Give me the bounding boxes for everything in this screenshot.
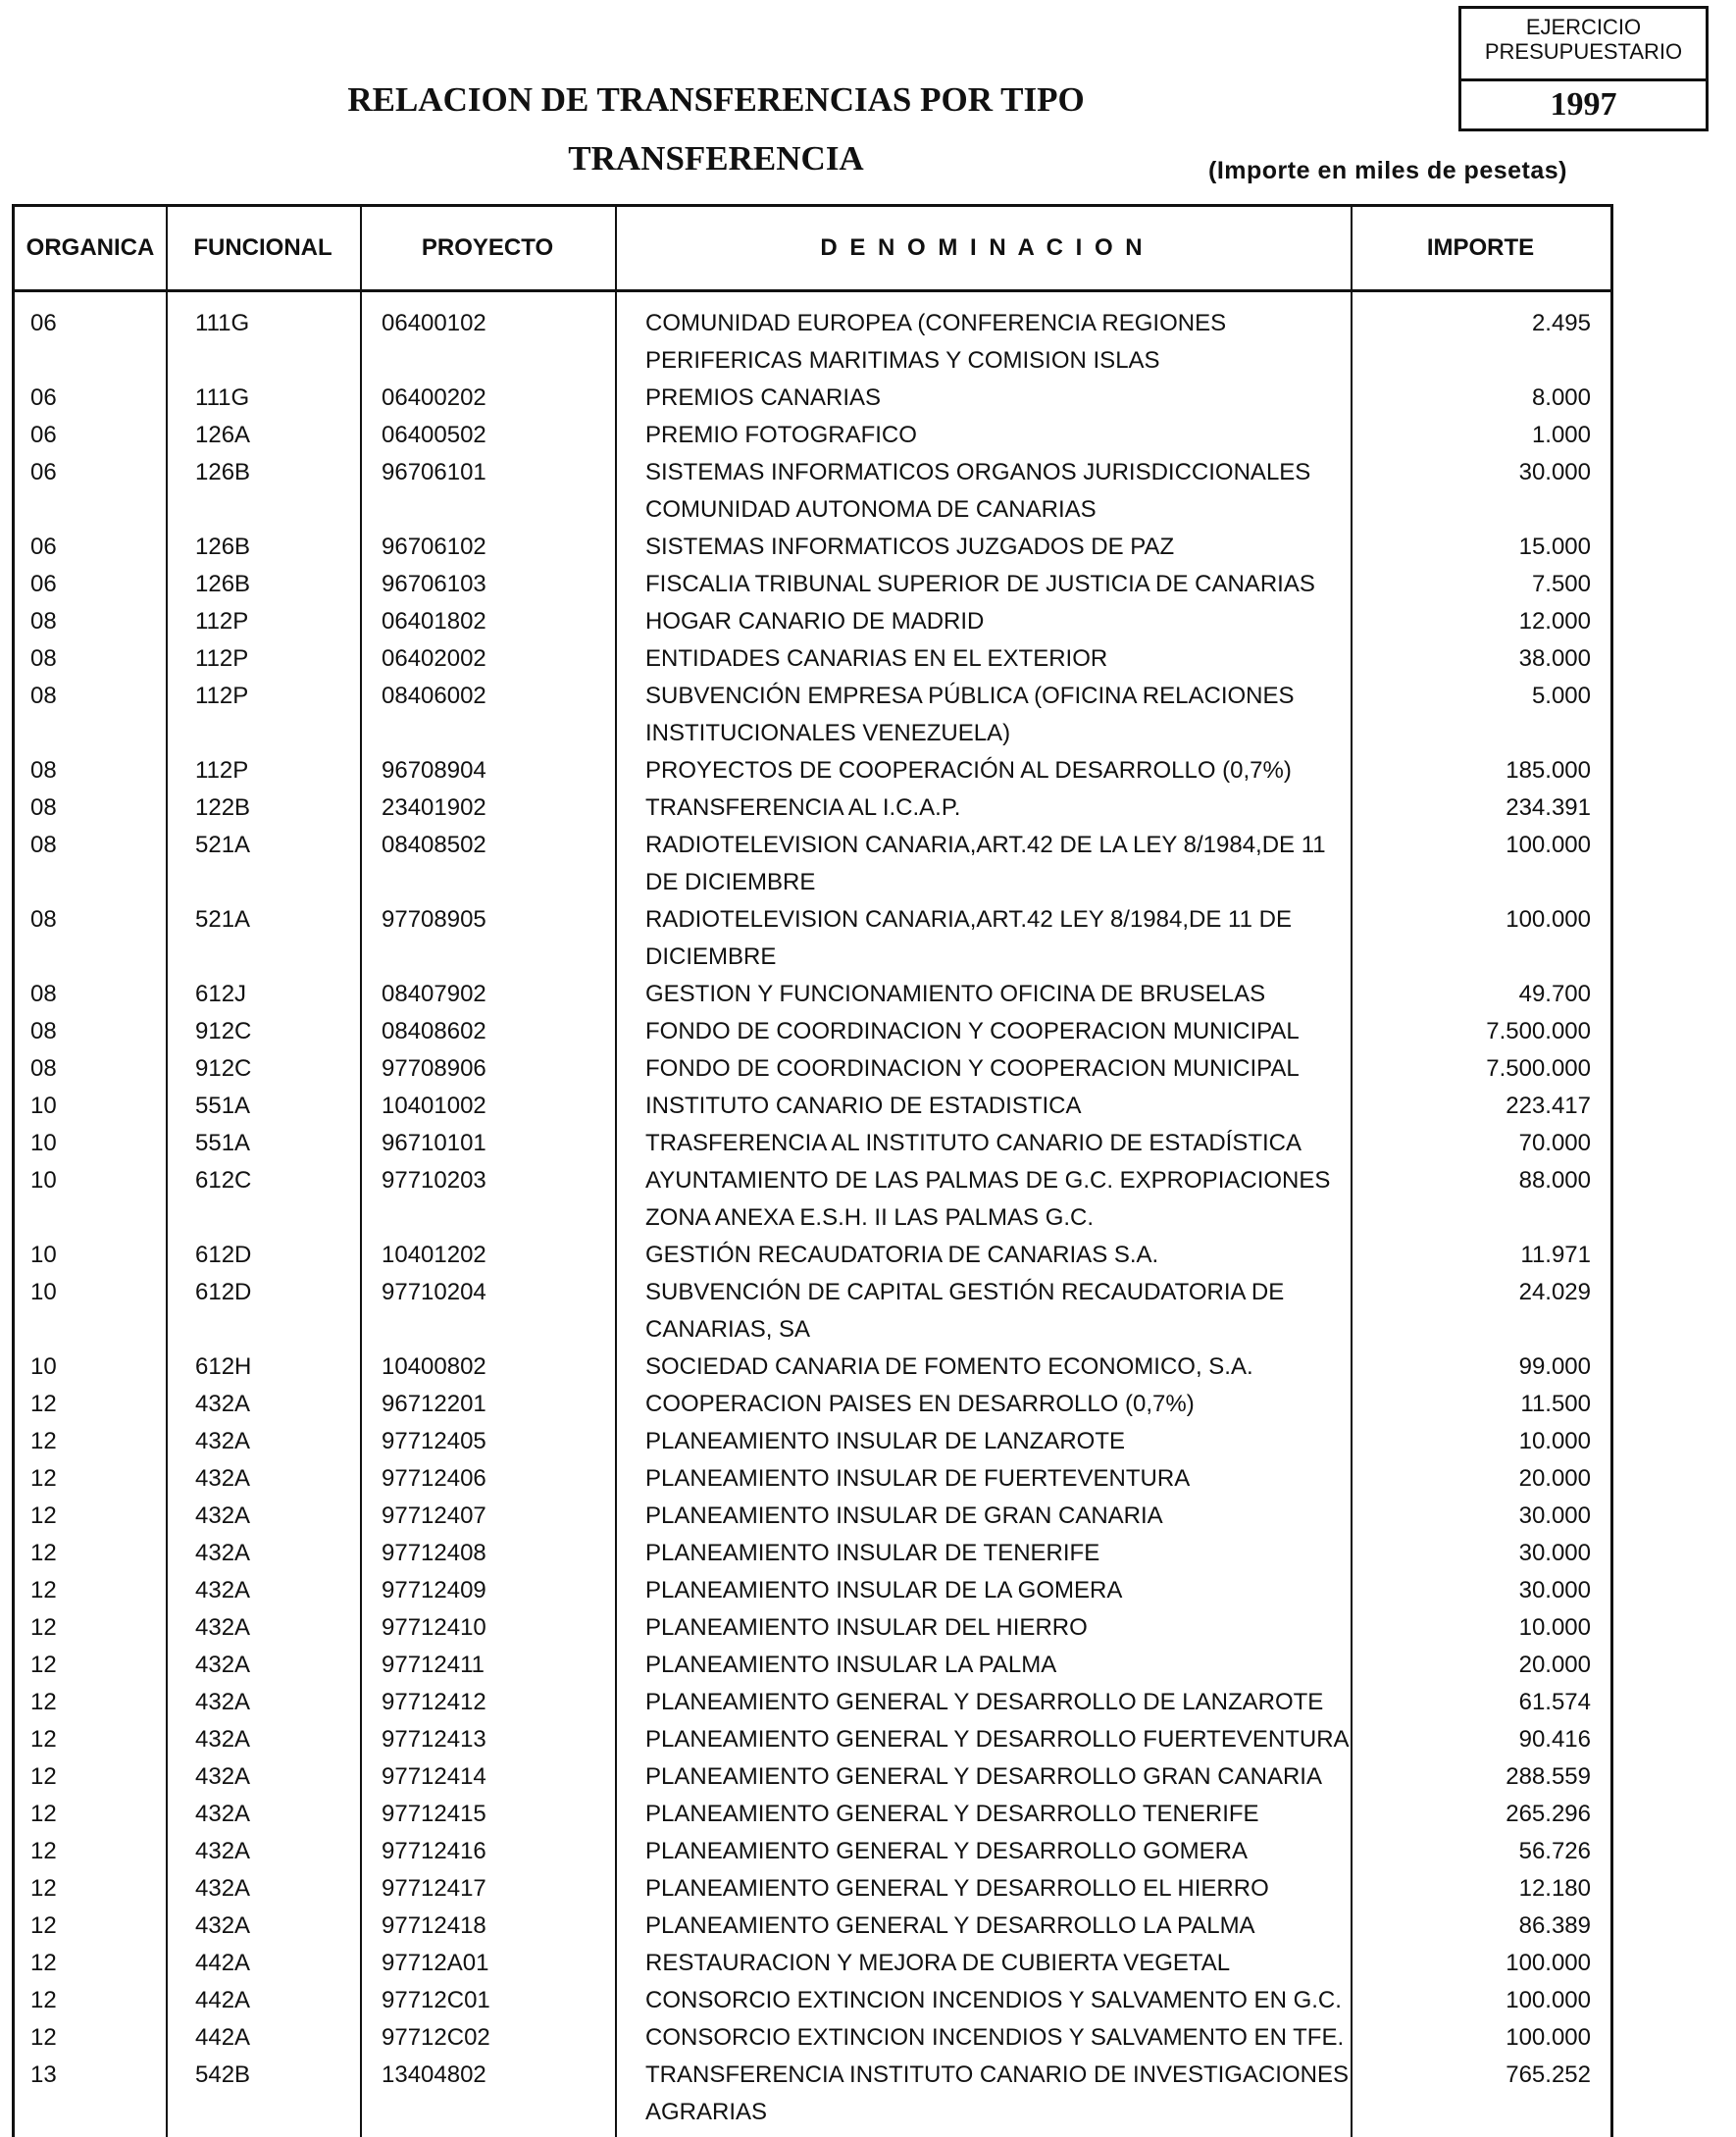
cell-organica: 10: [30, 1242, 57, 1268]
cell-importe: 765.252: [1506, 2061, 1591, 2088]
table-row: [15, 1945, 1610, 1982]
table-row: [15, 827, 1610, 901]
cell-organica: 10: [30, 1167, 57, 1194]
table-row: [15, 976, 1610, 1013]
table-row: [15, 1684, 1610, 1721]
cell-funcional: 112P: [195, 645, 249, 672]
cell-funcional: 912C: [195, 1018, 252, 1044]
table-row: [15, 1758, 1610, 1796]
cell-proyecto: 97712405: [382, 1428, 486, 1454]
cell-denominacion: HOGAR CANARIO DE MADRID: [645, 608, 985, 635]
cell-funcional: 432A: [195, 1912, 251, 1939]
cell-proyecto: 10401002: [382, 1093, 486, 1119]
table-row: [15, 1609, 1610, 1647]
cell-denominacion: PLANEAMIENTO GENERAL Y DESARROLLO EL HIERRO: [645, 1875, 1269, 1902]
cell-proyecto: 10400802: [382, 1353, 486, 1380]
cell-denominacion: PLANEAMIENTO GENERAL Y DESARROLLO GOMERA: [645, 1838, 1248, 1864]
cell-importe: 12.000: [1518, 608, 1591, 635]
cell-proyecto: 97712418: [382, 1912, 486, 1939]
cell-organica: 10: [30, 1093, 57, 1119]
cell-proyecto: 97712412: [382, 1689, 486, 1715]
cell-organica: 08: [30, 981, 57, 1007]
cell-proyecto: 08406002: [382, 683, 486, 709]
cell-organica: 08: [30, 1055, 57, 1082]
table-row: [15, 1274, 1610, 1348]
report-title: RELACION DE TRANSFERENCIAS POR TIPO: [347, 80, 1085, 119]
cell-denominacion: CONSORCIO EXTINCION INCENDIOS Y SALVAMENTO EN G.C.: [645, 1987, 1342, 2013]
cell-proyecto: 06400202: [382, 384, 486, 411]
cell-organica: 08: [30, 757, 57, 784]
table-row: [15, 603, 1610, 640]
cell-organica: 12: [30, 1726, 57, 1753]
cell-importe: 15.000: [1518, 534, 1591, 560]
cell-organica: 12: [30, 1614, 57, 1641]
cell-organica: 12: [30, 1838, 57, 1864]
cell-importe: 30.000: [1518, 1502, 1591, 1529]
cell-importe: 20.000: [1518, 1465, 1591, 1492]
table-row: [15, 1460, 1610, 1498]
cell-denominacion: RADIOTELEVISION CANARIA,ART.42 DE LA LEY 8/1984,DE 11 DE DICIEMBRE: [645, 832, 1326, 895]
cell-denominacion: FONDO DE COORDINACION Y COOPERACION MUNICIPAL: [645, 1018, 1300, 1044]
table-row: [15, 2019, 1610, 2057]
cell-funcional: 112P: [195, 683, 249, 709]
table-row: [15, 417, 1610, 454]
cell-funcional: 521A: [195, 832, 251, 858]
table-row: [15, 1908, 1610, 1945]
cell-denominacion: FONDO DE COORDINACION Y COOPERACION MUNICIPAL: [645, 1055, 1300, 1082]
cell-importe: 234.391: [1506, 794, 1591, 821]
cell-importe: 7.500: [1531, 571, 1591, 597]
cell-organica: 12: [30, 2024, 57, 2051]
cell-denominacion: SISTEMAS INFORMATICOS JUZGADOS DE PAZ: [645, 534, 1175, 560]
cell-importe: 88.000: [1518, 1167, 1591, 1194]
cell-denominacion: FISCALIA TRIBUNAL SUPERIOR DE JUSTICIA DE CANARIAS: [645, 571, 1315, 597]
cell-importe: 70.000: [1518, 1130, 1591, 1156]
cell-organica: 10: [30, 1130, 57, 1156]
cell-proyecto: 97712C02: [382, 2024, 490, 2051]
cell-organica: 06: [30, 534, 57, 560]
cell-proyecto: 97712C01: [382, 1987, 490, 2013]
transfers-table: [12, 204, 1613, 2137]
cell-funcional: 432A: [195, 1801, 251, 1827]
cell-funcional: 432A: [195, 1763, 251, 1790]
cell-denominacion: PREMIO FOTOGRAFICO: [645, 422, 917, 448]
cell-funcional: 432A: [195, 1726, 251, 1753]
cell-funcional: 111G: [195, 310, 250, 336]
cell-importe: 99.000: [1518, 1353, 1591, 1380]
cell-importe: 100.000: [1506, 1950, 1591, 1976]
table-row: [15, 1013, 1610, 1050]
cell-funcional: 551A: [195, 1130, 251, 1156]
cell-importe: 100.000: [1506, 2024, 1591, 2051]
cell-funcional: 442A: [195, 1987, 251, 2013]
cell-denominacion: PLANEAMIENTO INSULAR DE LA GOMERA: [645, 1577, 1123, 1603]
cell-proyecto: 96706102: [382, 534, 486, 560]
cell-denominacion: PLANEAMIENTO INSULAR DE GRAN CANARIA: [645, 1502, 1163, 1529]
cell-funcional: 432A: [195, 1577, 251, 1603]
table-row: [15, 1088, 1610, 1125]
cell-importe: 30.000: [1518, 459, 1591, 485]
cell-proyecto: 08408602: [382, 1018, 486, 1044]
cell-funcional: 442A: [195, 1950, 251, 1976]
cell-organica: 12: [30, 1652, 57, 1678]
cell-denominacion: PLANEAMIENTO GENERAL Y DESARROLLO LA PALMA: [645, 1912, 1255, 1939]
header-proyecto: PROYECTO: [421, 234, 554, 261]
cell-funcional: 612D: [195, 1242, 252, 1268]
cell-organica: 12: [30, 1763, 57, 1790]
cell-denominacion: PLANEAMIENTO INSULAR DEL HIERRO: [645, 1614, 1088, 1641]
cell-denominacion: PREMIOS CANARIAS: [645, 384, 882, 411]
cell-proyecto: 06400102: [382, 310, 486, 336]
cell-proyecto: 97712416: [382, 1838, 486, 1864]
cell-denominacion: SUBVENCIÓN EMPRESA PÚBLICA (OFICINA RELACIONES INSTITUCIONALES VENEZUELA): [645, 683, 1295, 746]
cell-denominacion: PLANEAMIENTO INSULAR DE FUERTEVENTURA: [645, 1465, 1191, 1492]
cell-denominacion: PLANEAMIENTO INSULAR LA PALMA: [645, 1652, 1057, 1678]
table-row: [15, 789, 1610, 827]
table-row: [15, 640, 1610, 678]
header-denominacion: D E N O M I N A C I O N: [820, 234, 1146, 261]
cell-funcional: 432A: [195, 1391, 251, 1417]
cell-importe: 2.495: [1531, 310, 1591, 336]
table-row: [15, 1982, 1610, 2019]
ejercicio-box: [1458, 6, 1709, 131]
cell-organica: 06: [30, 384, 57, 411]
cell-funcional: 612D: [195, 1279, 252, 1305]
cell-proyecto: 06401802: [382, 608, 486, 635]
cell-importe: 86.389: [1518, 1912, 1591, 1939]
cell-organica: 08: [30, 1018, 57, 1044]
table-row: [15, 1348, 1610, 1386]
ejercicio-year: 1997: [1550, 86, 1617, 123]
cell-proyecto: 96706103: [382, 571, 486, 597]
cell-proyecto: 08408502: [382, 832, 486, 858]
cell-organica: 12: [30, 1428, 57, 1454]
cell-importe: 49.700: [1518, 981, 1591, 1007]
cell-proyecto: 97712414: [382, 1763, 486, 1790]
cell-denominacion: PLANEAMIENTO INSULAR DE LANZAROTE: [645, 1428, 1125, 1454]
cell-funcional: 126A: [195, 422, 251, 448]
cell-denominacion: PLANEAMIENTO GENERAL Y DESARROLLO TENERIFE: [645, 1801, 1259, 1827]
table-row: [15, 901, 1610, 976]
cell-organica: 12: [30, 1987, 57, 2013]
cell-importe: 288.559: [1506, 1763, 1591, 1790]
cell-proyecto: 97712413: [382, 1726, 486, 1753]
cell-denominacion: COMUNIDAD EUROPEA (CONFERENCIA REGIONES PERIFERICAS MARITIMAS Y COMISION ISLAS: [645, 310, 1227, 374]
cell-organica: 08: [30, 794, 57, 821]
cell-funcional: 521A: [195, 906, 251, 933]
cell-funcional: 112P: [195, 757, 249, 784]
header-organica: ORGANICA: [26, 234, 155, 261]
table-row: [15, 1125, 1610, 1162]
cell-organica: 06: [30, 422, 57, 448]
cell-denominacion: INSTITUTO CANARIO DE ESTADISTICA: [645, 1093, 1082, 1119]
cell-denominacion: GESTIÓN RECAUDATORIA DE CANARIAS S.A.: [645, 1242, 1159, 1268]
cell-funcional: 112P: [195, 608, 249, 635]
cell-importe: 223.417: [1506, 1093, 1591, 1119]
cell-denominacion: PLANEAMIENTO INSULAR DE TENERIFE: [645, 1540, 1100, 1566]
ejercicio-label-line1: EJERCICIO: [1525, 15, 1642, 39]
table-row: [15, 1162, 1610, 1237]
cell-organica: 13: [30, 2061, 57, 2088]
cell-funcional: 126B: [195, 459, 251, 485]
table-row: [15, 1050, 1610, 1088]
cell-denominacion: CONSORCIO EXTINCION INCENDIOS Y SALVAMENTO EN TFE.: [645, 2024, 1345, 2051]
cell-proyecto: 96712201: [382, 1391, 486, 1417]
cell-proyecto: 96708904: [382, 757, 486, 784]
table-body: [15, 305, 1610, 2131]
table-row: [15, 1721, 1610, 1758]
cell-organica: 10: [30, 1353, 57, 1380]
cell-funcional: 126B: [195, 571, 251, 597]
report-subtitle: TRANSFERENCIA: [568, 139, 864, 178]
units-note: (Importe en miles de pesetas): [1208, 157, 1568, 184]
cell-denominacion: SOCIEDAD CANARIA DE FOMENTO ECONOMICO, S.A.: [645, 1353, 1253, 1380]
cell-funcional: 432A: [195, 1875, 251, 1902]
cell-importe: 90.416: [1518, 1726, 1591, 1753]
table-row: [15, 1423, 1610, 1460]
cell-organica: 06: [30, 459, 57, 485]
table-row: [15, 566, 1610, 603]
cell-organica: 12: [30, 1801, 57, 1827]
cell-proyecto: 97712411: [382, 1652, 485, 1678]
ejercicio-label-line2: PRESUPUESTARIO: [1484, 39, 1683, 64]
cell-denominacion: TRASFERENCIA AL INSTITUTO CANARIO DE ESTADÍSTICA: [645, 1130, 1302, 1156]
table-row: [15, 2057, 1610, 2131]
cell-denominacion: TRANSFERENCIA AL I.C.A.P.: [645, 794, 961, 821]
cell-importe: 56.726: [1518, 1838, 1591, 1864]
cell-organica: 10: [30, 1279, 57, 1305]
cell-importe: 20.000: [1518, 1652, 1591, 1678]
table-row: [15, 1572, 1610, 1609]
table-row: [15, 1833, 1610, 1870]
cell-proyecto: 10401202: [382, 1242, 486, 1268]
cell-proyecto: 13404802: [382, 2061, 486, 2088]
cell-proyecto: 97712A01: [382, 1950, 489, 1976]
cell-denominacion: ENTIDADES CANARIAS EN EL EXTERIOR: [645, 645, 1108, 672]
cell-organica: 06: [30, 310, 57, 336]
table-row: [15, 305, 1610, 380]
table-row: [15, 752, 1610, 789]
cell-denominacion: TRANSFERENCIA INSTITUTO CANARIO DE INVESTIGACIONES AGRARIAS: [645, 2061, 1349, 2125]
cell-importe: 10.000: [1518, 1614, 1591, 1641]
cell-importe: 100.000: [1506, 1987, 1591, 2013]
cell-proyecto: 97710204: [382, 1279, 486, 1305]
cell-funcional: 612C: [195, 1167, 252, 1194]
cell-denominacion: SISTEMAS INFORMATICOS ORGANOS JURISDICCIONALES COMUNIDAD AUTONOMA DE CANARIAS: [645, 459, 1311, 523]
table-row: [15, 1796, 1610, 1833]
cell-proyecto: 97708906: [382, 1055, 486, 1082]
cell-proyecto: 97710203: [382, 1167, 486, 1194]
table-header: [15, 207, 1610, 292]
cell-funcional: 551A: [195, 1093, 251, 1119]
cell-organica: 08: [30, 906, 57, 933]
cell-proyecto: 97712417: [382, 1875, 486, 1902]
cell-importe: 10.000: [1518, 1428, 1591, 1454]
cell-funcional: 432A: [195, 1540, 251, 1566]
cell-denominacion: AYUNTAMIENTO DE LAS PALMAS DE G.C. EXPROPIACIONES ZONA ANEXA E.S.H. II LAS PALMAS G.C.: [645, 1167, 1331, 1231]
cell-proyecto: 97712406: [382, 1465, 486, 1492]
cell-importe: 8.000: [1531, 384, 1591, 411]
cell-proyecto: 97712407: [382, 1502, 486, 1529]
cell-funcional: 111G: [195, 384, 250, 411]
ejercicio-label: [1461, 9, 1706, 81]
cell-denominacion: PROYECTOS DE COOPERACIÓN AL DESARROLLO (0,7%): [645, 757, 1292, 784]
cell-proyecto: 23401902: [382, 794, 486, 821]
cell-funcional: 126B: [195, 534, 251, 560]
cell-organica: 12: [30, 1391, 57, 1417]
cell-organica: 06: [30, 571, 57, 597]
table-row: [15, 1498, 1610, 1535]
cell-importe: 30.000: [1518, 1540, 1591, 1566]
cell-proyecto: 06400502: [382, 422, 486, 448]
cell-importe: 12.180: [1518, 1875, 1591, 1902]
cell-organica: 12: [30, 1875, 57, 1902]
cell-proyecto: 96706101: [382, 459, 486, 485]
cell-importe: 30.000: [1518, 1577, 1591, 1603]
cell-importe: 24.029: [1518, 1279, 1591, 1305]
cell-organica: 12: [30, 1577, 57, 1603]
table-row: [15, 454, 1610, 529]
cell-organica: 12: [30, 1689, 57, 1715]
cell-importe: 185.000: [1506, 757, 1591, 784]
cell-importe: 1.000: [1531, 422, 1591, 448]
cell-organica: 08: [30, 683, 57, 709]
cell-funcional: 542B: [195, 2061, 251, 2088]
cell-denominacion: PLANEAMIENTO GENERAL Y DESARROLLO DE LANZAROTE: [645, 1689, 1324, 1715]
cell-funcional: 432A: [195, 1428, 251, 1454]
cell-organica: 12: [30, 1502, 57, 1529]
cell-organica: 08: [30, 832, 57, 858]
cell-organica: 12: [30, 1912, 57, 1939]
cell-funcional: 432A: [195, 1689, 251, 1715]
cell-organica: 12: [30, 1465, 57, 1492]
table-row: [15, 1870, 1610, 1908]
cell-denominacion: GESTION Y FUNCIONAMIENTO OFICINA DE BRUSELAS: [645, 981, 1266, 1007]
cell-proyecto: 08407902: [382, 981, 486, 1007]
table-row: [15, 380, 1610, 417]
cell-organica: 08: [30, 645, 57, 672]
cell-importe: 61.574: [1518, 1689, 1591, 1715]
cell-importe: 5.000: [1531, 683, 1591, 709]
cell-importe: 11.500: [1520, 1391, 1591, 1417]
cell-proyecto: 97708905: [382, 906, 486, 933]
cell-importe: 265.296: [1506, 1801, 1591, 1827]
cell-funcional: 432A: [195, 1465, 251, 1492]
cell-funcional: 432A: [195, 1838, 251, 1864]
cell-proyecto: 97712415: [382, 1801, 486, 1827]
cell-proyecto: 96710101: [382, 1130, 486, 1156]
cell-funcional: 122B: [195, 794, 251, 821]
cell-importe: 38.000: [1518, 645, 1591, 672]
table-row: [15, 1647, 1610, 1684]
cell-proyecto: 97712408: [382, 1540, 486, 1566]
cell-importe: 7.500.000: [1486, 1055, 1591, 1082]
cell-funcional: 432A: [195, 1502, 251, 1529]
table-row: [15, 1237, 1610, 1274]
cell-funcional: 912C: [195, 1055, 252, 1082]
table-row: [15, 1535, 1610, 1572]
header-funcional: FUNCIONAL: [193, 234, 332, 261]
cell-denominacion: RADIOTELEVISION CANARIA,ART.42 LEY 8/1984,DE 11 DE DICIEMBRE: [645, 906, 1292, 970]
cell-denominacion: PLANEAMIENTO GENERAL Y DESARROLLO FUERTEVENTURA: [645, 1726, 1350, 1753]
cell-organica: 12: [30, 1950, 57, 1976]
cell-proyecto: 97712409: [382, 1577, 486, 1603]
cell-funcional: 612J: [195, 981, 247, 1007]
header-importe: IMPORTE: [1426, 234, 1535, 261]
cell-proyecto: 97712410: [382, 1614, 486, 1641]
table-row: [15, 529, 1610, 566]
cell-organica: 08: [30, 608, 57, 635]
cell-importe: 100.000: [1506, 906, 1591, 933]
cell-importe: 7.500.000: [1486, 1018, 1591, 1044]
cell-importe: 100.000: [1506, 832, 1591, 858]
table-row: [15, 1386, 1610, 1423]
cell-denominacion: SUBVENCIÓN DE CAPITAL GESTIÓN RECAUDATORIA DE CANARIAS, SA: [645, 1279, 1285, 1343]
cell-proyecto: 06402002: [382, 645, 486, 672]
table-row: [15, 678, 1610, 752]
cell-funcional: 612H: [195, 1353, 252, 1380]
cell-funcional: 432A: [195, 1652, 251, 1678]
cell-denominacion: COOPERACION PAISES EN DESARROLLO (0,7%): [645, 1391, 1195, 1417]
cell-importe: 11.971: [1520, 1242, 1591, 1268]
cell-denominacion: RESTAURACION Y MEJORA DE CUBIERTA VEGETAL: [645, 1950, 1231, 1976]
cell-funcional: 432A: [195, 1614, 251, 1641]
cell-denominacion: PLANEAMIENTO GENERAL Y DESARROLLO GRAN CANARIA: [645, 1763, 1322, 1790]
cell-funcional: 442A: [195, 2024, 251, 2051]
cell-organica: 12: [30, 1540, 57, 1566]
